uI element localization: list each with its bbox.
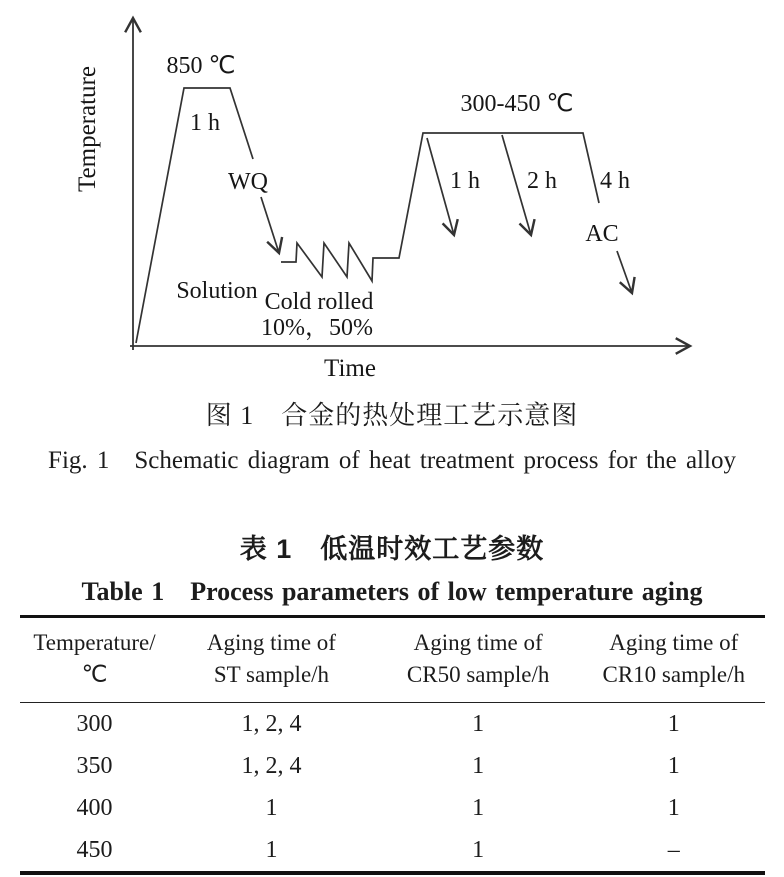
- column-header-line: Aging time of: [206, 630, 336, 655]
- column-header-line: ST sample/h: [213, 662, 330, 687]
- table-caption-zh: 表 1 低温时效工艺参数: [239, 534, 545, 564]
- table-row: [20, 745, 765, 787]
- table-cell: –: [667, 836, 680, 863]
- column-header-cr10-sample: [582, 617, 765, 703]
- table-caption-en: Table 1 Process parameters of low temperature aging: [81, 577, 703, 606]
- column-header-st-sample: [169, 617, 374, 703]
- table-cell: 1: [667, 794, 680, 821]
- y-axis-label: Temperature: [74, 66, 101, 192]
- process-parameters-table: [20, 615, 765, 875]
- aging-4h-label: 4 h: [600, 168, 630, 194]
- aging-temperature-label: 300-450 ℃: [460, 91, 574, 117]
- table-cell: 1: [472, 794, 485, 821]
- table-row: [20, 703, 765, 746]
- table-cell: 450: [76, 836, 113, 863]
- column-header-line: CR50 sample/h: [406, 662, 550, 687]
- table-cell: 1: [472, 710, 485, 737]
- table-cell: 1: [472, 836, 485, 863]
- column-header-line: Temperature/: [33, 630, 156, 655]
- table-header-row: [20, 617, 765, 703]
- column-header-line: Aging time of: [609, 630, 739, 655]
- table-cell: 1, 2, 4: [241, 710, 302, 737]
- table-cell: 1: [472, 752, 485, 779]
- water-quench-label: WQ: [228, 169, 268, 195]
- aging-1h-label: 1 h: [450, 168, 480, 194]
- aging-2h-label: 2 h: [527, 168, 557, 194]
- solution-stage-label: Solution: [176, 278, 258, 304]
- figure-caption-zh: 图 1 合金的热处理工艺示意图: [205, 401, 579, 430]
- table-cell: 300: [76, 710, 113, 737]
- column-header-line: ℃: [81, 662, 108, 687]
- cold-roll-and-aging-line: [281, 133, 599, 281]
- table-row: [20, 787, 765, 829]
- figure-caption-en: Fig. 1 Schematic diagram of heat treatment process for the alloy: [48, 447, 736, 474]
- table-cell: 1: [667, 710, 680, 737]
- table-body: [20, 703, 765, 874]
- column-header-cr50-sample: [374, 617, 583, 703]
- table-cell: 400: [76, 794, 113, 821]
- water-quench-arrow: [261, 197, 279, 253]
- table-cell: 1: [265, 836, 278, 863]
- air-cool-label: AC: [585, 221, 619, 247]
- table-header: [20, 617, 765, 703]
- table-cell: 1: [667, 752, 680, 779]
- cold-rolled-percent-label: 10%，50%: [261, 315, 373, 341]
- heat-treatment-diagram: [0, 0, 784, 385]
- x-axis-label: Time: [324, 355, 376, 382]
- table-cell: 1: [265, 794, 278, 821]
- column-header-line: CR10 sample/h: [602, 662, 745, 687]
- column-header-line: Aging time of: [413, 630, 543, 655]
- solution-temperature-label: 850 ℃: [166, 53, 236, 79]
- cold-rolled-label: Cold rolled: [264, 289, 374, 315]
- column-header-temperature: [20, 617, 169, 703]
- table-cell: 350: [76, 752, 113, 779]
- table-row: [20, 829, 765, 873]
- table-cell: 1, 2, 4: [241, 752, 302, 779]
- solution-hold-time-label: 1 h: [190, 110, 220, 136]
- air-cool-arrow: [617, 251, 632, 293]
